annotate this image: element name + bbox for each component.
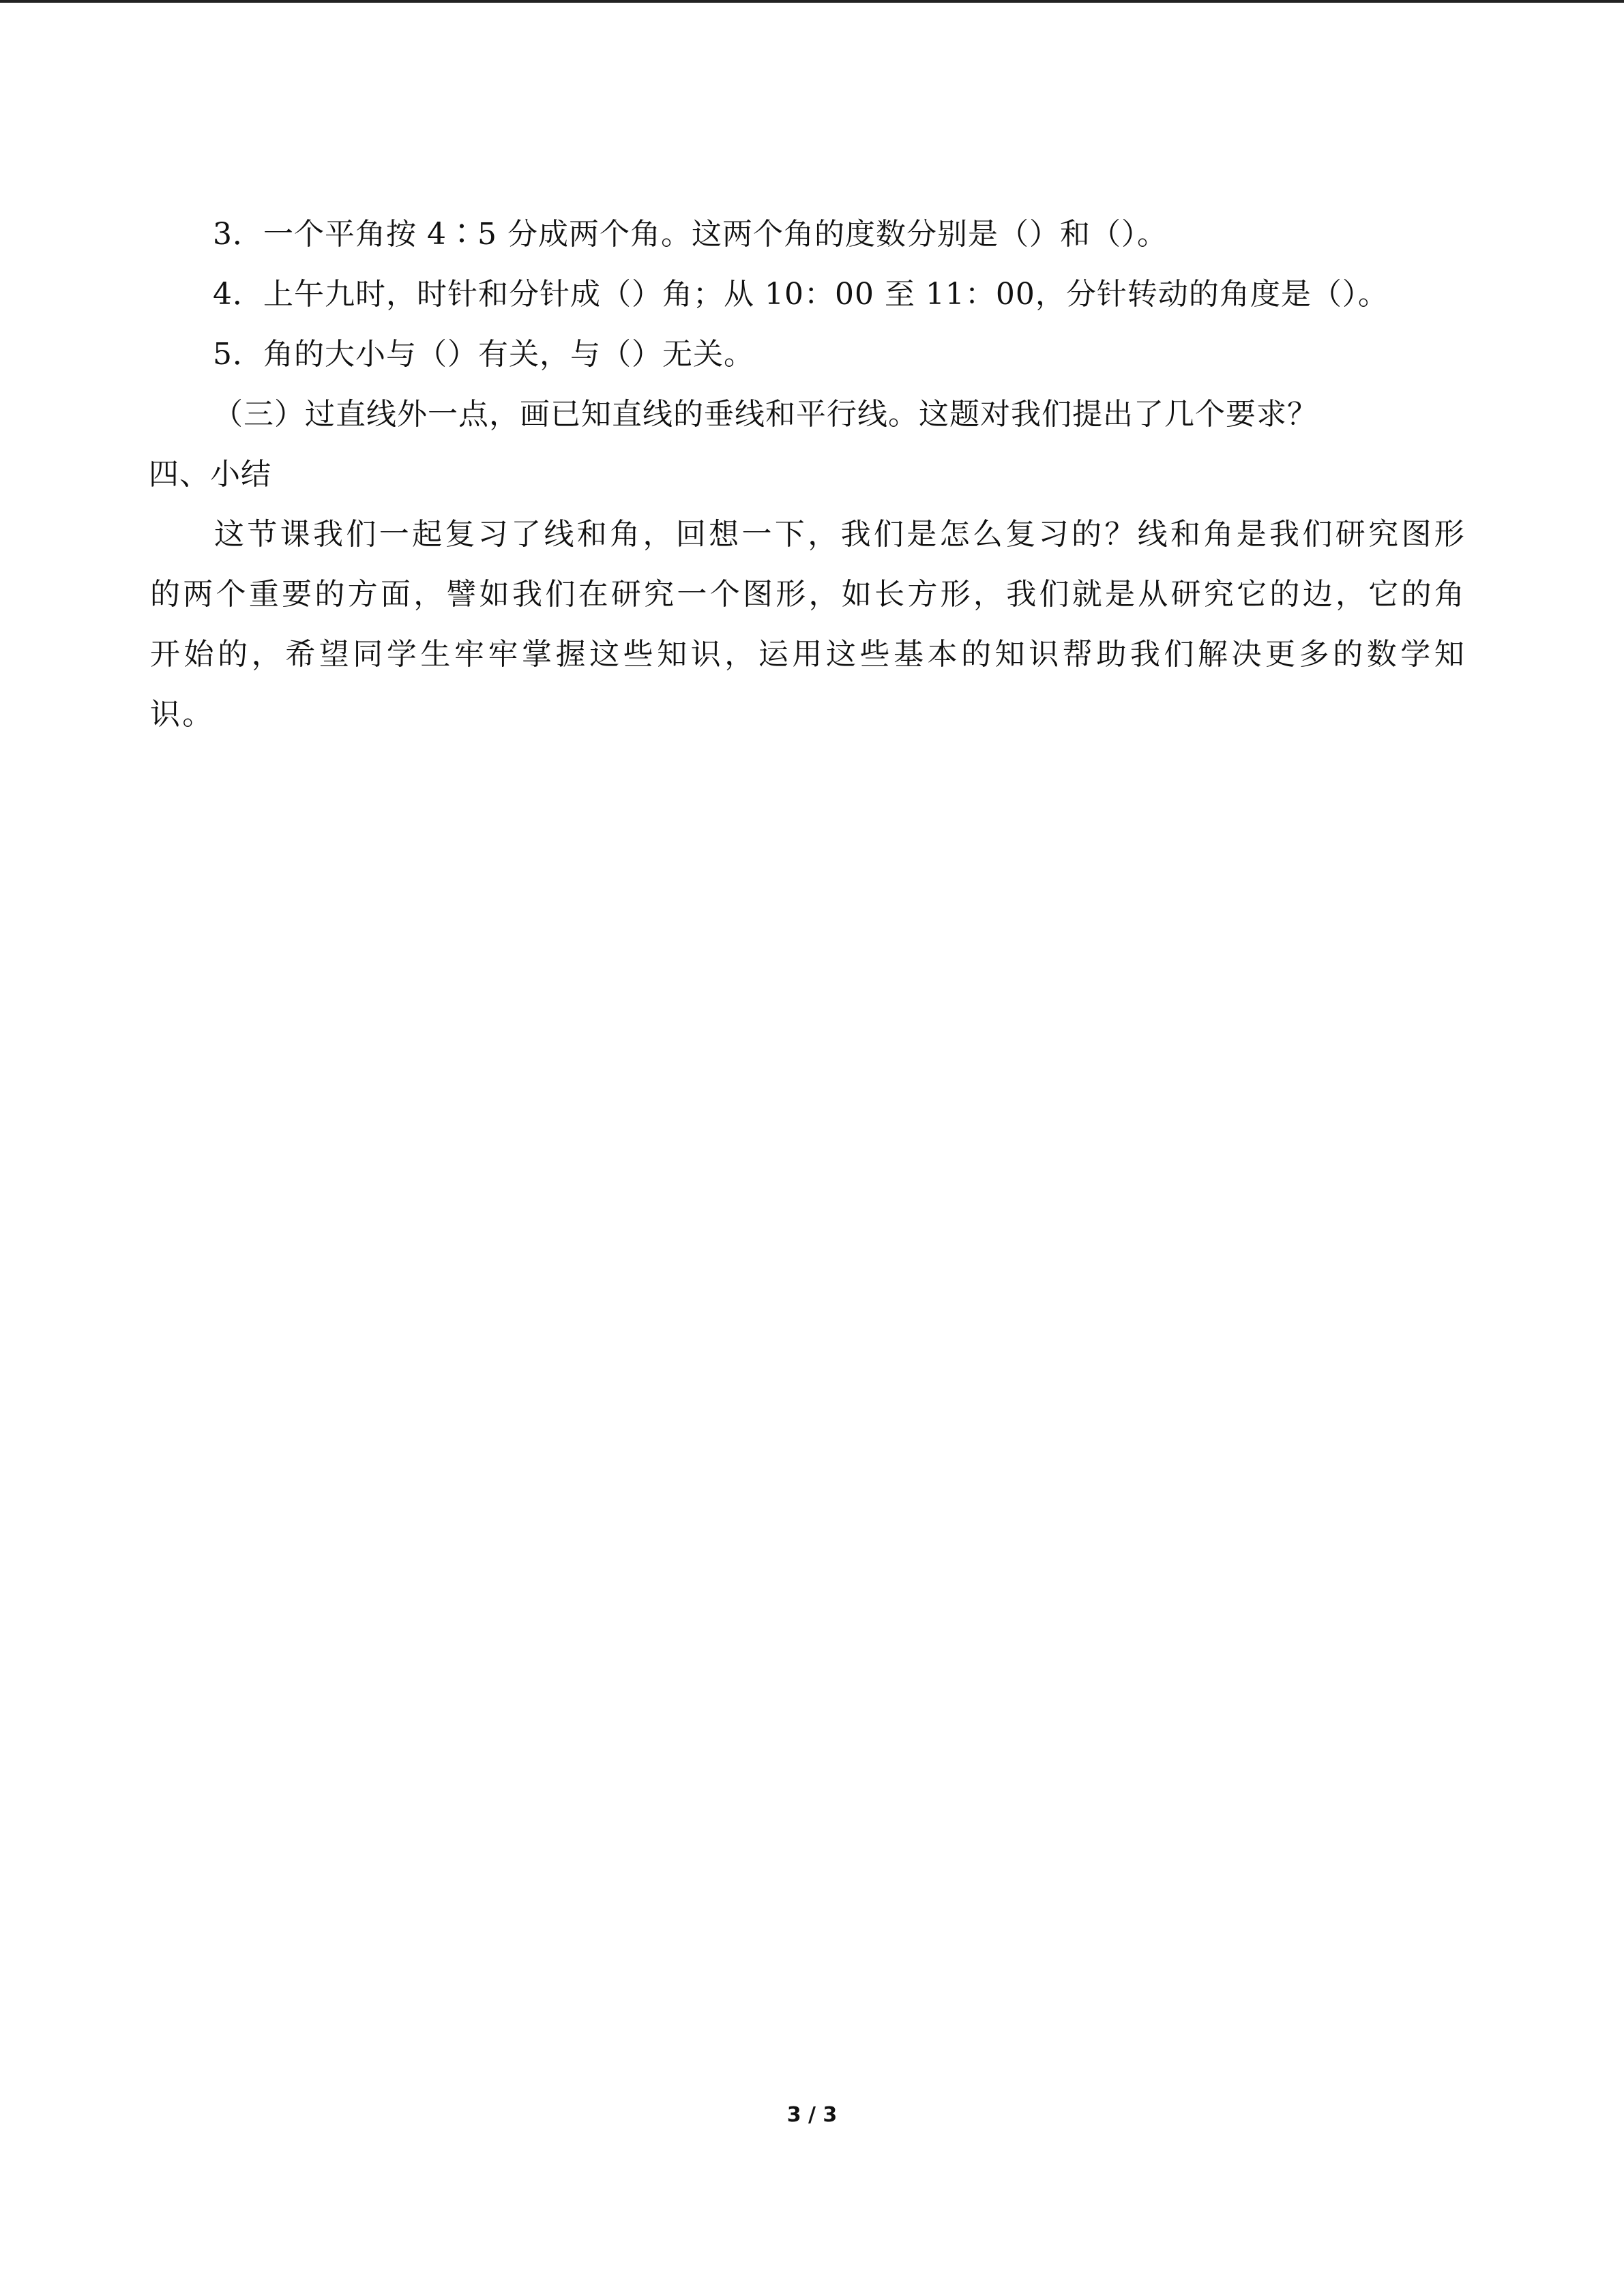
summary-paragraph: 这节课我们一起复习了线和角，回想一下，我们是怎么复习的？线和角是我们研究图形的两个重要的方面，譬如我们在研究一个图形，如长方形，我们就是从研究它的边，它的角开始的，希望同学生牢牢掌握这些知识，运用这些基本的知识帮助我们解决更多的数学知识。	[150, 517, 1466, 732]
question-item-3: 3．一个平角按 4∶5 分成两个角。这两个角的度数分别是（）和（）。	[213, 217, 1168, 252]
section-three-text: （三）过直线外一点，画已知直线的垂线和平行线。这题对我们提出了几个要求？	[213, 397, 1318, 432]
question-item-5: 5．角的大小与（）有关，与（）无关。	[213, 337, 754, 372]
section-four-heading: 四、小结	[149, 457, 271, 492]
question-item-4: 4．上午九时，时针和分针成（）角；从 10：00 至 11：00，分针转动的角度是（）。	[213, 277, 1389, 312]
page-number: 3 / 3	[786, 2103, 838, 2127]
